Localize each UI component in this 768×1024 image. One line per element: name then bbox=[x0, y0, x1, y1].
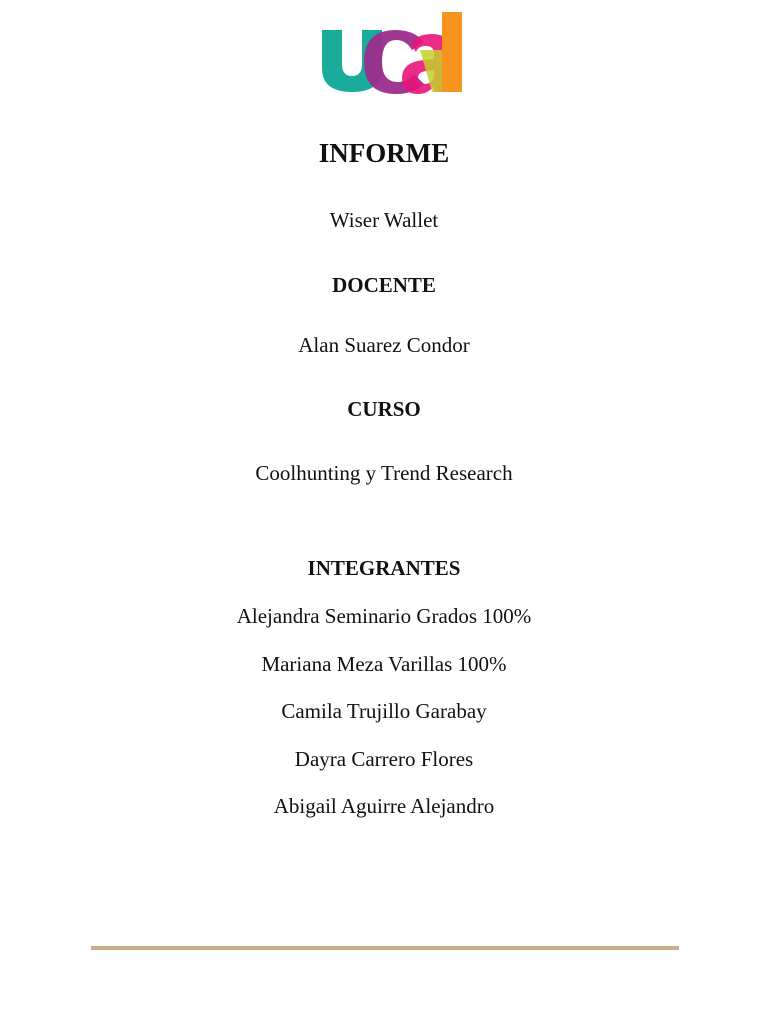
member-item: Mariana Meza Varillas 100% bbox=[261, 652, 507, 676]
member-item: Alejandra Seminario Grados 100% bbox=[236, 604, 532, 628]
member-item: Abigail Aguirre Alejandro bbox=[273, 794, 495, 818]
members-label: INTEGRANTES bbox=[307, 556, 461, 580]
project-name: Wiser Wallet bbox=[329, 208, 439, 232]
course-label: CURSO bbox=[347, 397, 421, 421]
teacher-label: DOCENTE bbox=[332, 273, 436, 297]
course-name: Coolhunting y Trend Research bbox=[255, 461, 513, 485]
document-title: INFORME bbox=[318, 138, 450, 168]
member-item: Camila Trujillo Garabay bbox=[281, 699, 487, 723]
footer-divider bbox=[91, 946, 679, 950]
logo-letter-l bbox=[442, 12, 462, 92]
member-item: Dayra Carrero Flores bbox=[294, 747, 474, 771]
ucal-logo bbox=[320, 10, 464, 94]
teacher-name: Alan Suarez Condor bbox=[298, 333, 470, 357]
